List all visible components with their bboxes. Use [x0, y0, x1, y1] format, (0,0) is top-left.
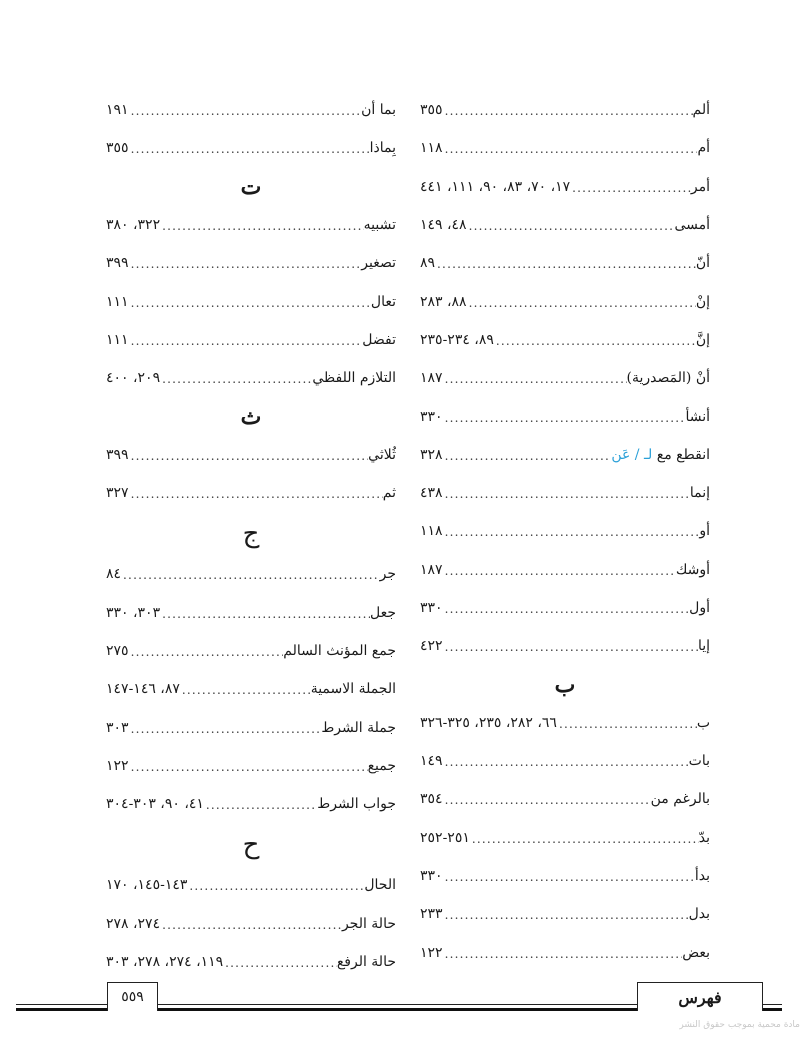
leader-dots: [472, 830, 699, 846]
footer-rule: [16, 1004, 107, 1005]
copyright-watermark: مادة محمية بموجب حقوق النشر: [679, 1020, 800, 1030]
page-refs: ٢٧٤، ٢٧٨: [106, 915, 161, 932]
index-entry: [420, 436, 710, 474]
index-entry: [106, 943, 396, 981]
index-entry: [106, 359, 396, 397]
index-term: تصغير: [361, 255, 396, 272]
index-entry: [420, 895, 710, 933]
index-entry: [420, 589, 710, 627]
page-refs: ٣٥٤: [420, 791, 443, 808]
letter-heading: ب: [554, 671, 576, 698]
page-refs: ١٤٣-١٤٥، ١٧٠: [106, 877, 188, 894]
index-entry: [106, 866, 396, 904]
index-term: ألم: [692, 102, 710, 119]
page-refs: ٣٢٧: [106, 485, 129, 502]
page-refs: ٨٩، ٢٣٤-٢٣٥: [420, 331, 494, 348]
leader-dots: [469, 294, 696, 310]
footer-rule: [157, 1004, 637, 1005]
index-column-right: [420, 91, 710, 972]
index-term: أمر: [690, 178, 710, 195]
index-term: إنما: [689, 485, 710, 502]
index-entry: [106, 632, 396, 670]
index-term: بدأ: [694, 868, 710, 885]
page-refs: ١١١: [106, 293, 129, 310]
leader-dots: [162, 916, 342, 932]
leader-dots: [445, 868, 695, 884]
index-term: إيا: [697, 638, 710, 655]
index-term: تفضل: [362, 331, 396, 348]
index-term: أول: [689, 600, 710, 616]
leader-dots: [131, 758, 368, 774]
index-entry: [106, 436, 396, 474]
index-entry: [420, 168, 710, 206]
index-entry: [420, 206, 710, 244]
index-entry: [420, 244, 710, 282]
index-entry: [106, 555, 396, 593]
index-entry: [420, 934, 710, 972]
index-entry: [106, 129, 396, 167]
index-column-left: [106, 91, 396, 981]
index-term: بدّ: [698, 829, 710, 846]
page-refs: ٨٤: [106, 566, 122, 583]
index-term: أنّ: [695, 255, 710, 272]
leader-dots: [445, 140, 698, 156]
index-term: ثُلاثي: [368, 446, 396, 463]
leader-dots: [437, 255, 696, 271]
letter-heading: ت: [240, 173, 262, 200]
leader-dots: [445, 562, 676, 578]
index-entry: [106, 206, 396, 244]
leader-dots: [182, 681, 311, 697]
index-term: ب: [696, 714, 710, 731]
index-term: الجملة الاسمية: [310, 681, 396, 698]
page-refs: ٤٢٢: [420, 638, 443, 655]
footer-rule: [762, 1008, 782, 1011]
page-refs: ٣٣٠: [420, 600, 443, 616]
leader-dots: [162, 370, 312, 386]
index-term: بعض: [682, 944, 710, 961]
index-term: جميع: [367, 757, 396, 774]
leader-dots: [225, 954, 337, 970]
leader-dots: [445, 102, 693, 118]
page-refs: ١٨٧: [420, 370, 443, 387]
letter-heading: ح: [242, 829, 260, 860]
page-refs: ٨٨، ٢٨٣: [420, 293, 467, 310]
index-term: أم: [697, 140, 710, 157]
leader-dots: [445, 945, 683, 961]
footer-rule: [762, 1004, 782, 1005]
leader-dots: [162, 217, 364, 233]
index-entry: [420, 359, 710, 397]
leader-dots: [131, 255, 362, 271]
leader-dots: [189, 877, 364, 893]
footer-rule: [157, 1008, 637, 1011]
index-entry: [106, 594, 396, 632]
page-refs: ١١٩، ٢٧٤، ٢٧٨، ٣٠٣: [106, 954, 224, 971]
page-refs: ٨٧، ١٤٦-١٤٧: [106, 681, 180, 698]
index-entry: [106, 91, 396, 129]
page-refs: ٤٨، ١٤٩: [420, 217, 467, 234]
index-entry: [420, 512, 710, 550]
index-entry: [106, 670, 396, 708]
index-entry: [420, 397, 710, 435]
index-entry: [420, 129, 710, 167]
index-entry: [420, 819, 710, 857]
index-term: جعل: [369, 604, 396, 621]
leader-dots: [445, 906, 689, 922]
index-term: تشبيه: [363, 217, 396, 234]
letter-heading: ج: [242, 518, 260, 549]
index-entry: [420, 780, 710, 818]
leader-dots: [131, 332, 363, 348]
page-refs: ٦٦، ٢٨٢، ٢٣٥، ٣٢٥-٣٢٦: [420, 714, 557, 731]
letter-heading: ث: [240, 403, 262, 430]
page-refs: ٤٣٨: [420, 485, 443, 502]
index-term: إنَّ: [695, 331, 710, 348]
leader-dots: [445, 409, 686, 425]
index-term-highlight: لـ / عَن: [611, 446, 653, 463]
leader-dots: [445, 638, 698, 654]
index-term: بدل: [688, 906, 710, 923]
leader-dots: [445, 523, 700, 539]
index-entry: [420, 321, 710, 359]
index-term: حالة الرفع: [336, 954, 396, 971]
page-refs: ١٢٢: [106, 757, 129, 774]
leader-dots: [131, 643, 284, 659]
page-refs: ١٨٧: [420, 561, 443, 578]
index-term: بالرغم من: [650, 791, 710, 808]
leader-dots: [131, 294, 371, 310]
page-refs: ٣٢٢، ٣٨٠: [106, 217, 161, 234]
index-entry: [106, 747, 396, 785]
index-term: أمسى: [674, 217, 710, 234]
page-refs: ٣٢٨: [420, 446, 443, 463]
index-entry: [106, 905, 396, 943]
index-entry: [106, 785, 396, 823]
index-term: بما أن: [361, 102, 396, 119]
leader-dots: [131, 102, 362, 118]
index-term: جر: [379, 566, 396, 583]
section-title: فهرس: [637, 982, 763, 1011]
leader-dots: [572, 179, 691, 195]
index-entry: [106, 708, 396, 746]
leader-dots: [445, 600, 690, 616]
page-refs: ١١١: [106, 331, 129, 348]
index-term: ثم: [382, 485, 396, 502]
page-refs: ١١٨: [420, 523, 443, 540]
leader-dots: [131, 720, 322, 736]
leader-dots: [131, 447, 369, 463]
leader-dots: [445, 791, 651, 807]
index-term: جمع المؤنث السالم: [283, 643, 396, 659]
page-refs: ٣٠٣، ٣٣٠: [106, 604, 161, 621]
leader-dots: [445, 485, 690, 501]
page-refs: ٣٠٣: [106, 719, 129, 736]
index-term: بِماذا: [369, 140, 396, 157]
index-term: التلازم اللفظي: [312, 370, 396, 387]
leader-dots: [206, 796, 317, 812]
index-entry: [420, 474, 710, 512]
index-term: الحال: [364, 877, 396, 894]
page-refs: ١٢٢: [420, 944, 443, 961]
footer-rule: [16, 1008, 107, 1011]
page-refs: ٨٩: [420, 255, 436, 272]
index-entry: [106, 321, 396, 359]
index-term: انقطع مع: [656, 446, 710, 463]
index-entry: [420, 704, 710, 742]
leader-dots: [162, 605, 370, 621]
leader-dots: [123, 566, 380, 582]
page-refs: ١٩١: [106, 102, 129, 119]
index-term: حالة الجر: [341, 915, 396, 932]
page-refs: ٣٣٠: [420, 868, 443, 885]
index-term: أو: [699, 523, 710, 540]
index-entry: [106, 244, 396, 282]
index-term: جملة الشرط: [321, 719, 396, 736]
leader-dots: [131, 485, 383, 501]
leader-dots: [445, 753, 689, 769]
page-refs: ٢٠٩، ٤٠٠: [106, 370, 161, 387]
index-term: تعال: [370, 293, 396, 310]
leader-dots: [445, 370, 627, 386]
leader-dots: [131, 140, 370, 156]
index-term: بات: [688, 753, 710, 770]
page-refs: ١٧، ٧٠، ٨٣، ٩٠، ١١١، ٤٤١: [420, 178, 571, 195]
page-refs: ٢٥١-٢٥٢: [420, 829, 470, 846]
index-term: جواب الشرط: [317, 796, 396, 813]
index-term: إنْ: [695, 293, 710, 310]
index-term: أنْ (المَصدرية): [626, 370, 710, 387]
index-entry: [106, 282, 396, 320]
page-refs: ٢٧٥: [106, 643, 129, 659]
page-refs: ٣٣٠: [420, 408, 443, 425]
page-refs: ٢٣٣: [420, 906, 443, 923]
index-entry: [106, 474, 396, 512]
leader-dots: [445, 447, 612, 463]
index-entry: [420, 857, 710, 895]
leader-dots: [469, 217, 675, 233]
index-entry: [420, 627, 710, 665]
page-refs: ١١٨: [420, 140, 443, 157]
index-entry: [420, 282, 710, 320]
leader-dots: [559, 715, 697, 731]
page-refs: ١٤٩: [420, 753, 443, 770]
index-entry: [420, 91, 710, 129]
index-term: أوشك: [675, 561, 710, 578]
page-refs: ٣٩٩: [106, 255, 129, 272]
page-refs: ٣٥٥: [420, 102, 443, 119]
leader-dots: [496, 332, 696, 348]
index-entry: [420, 742, 710, 780]
index-entry: [420, 551, 710, 589]
page-refs: ٣٥٥: [106, 140, 129, 157]
page-number: ٥٥٩: [107, 982, 158, 1011]
index-term: أنشأ: [685, 408, 710, 425]
page-refs: ٣٩٩: [106, 446, 129, 463]
page-refs: ٤١، ٩٠، ٣٠٣-٣٠٤: [106, 796, 204, 813]
